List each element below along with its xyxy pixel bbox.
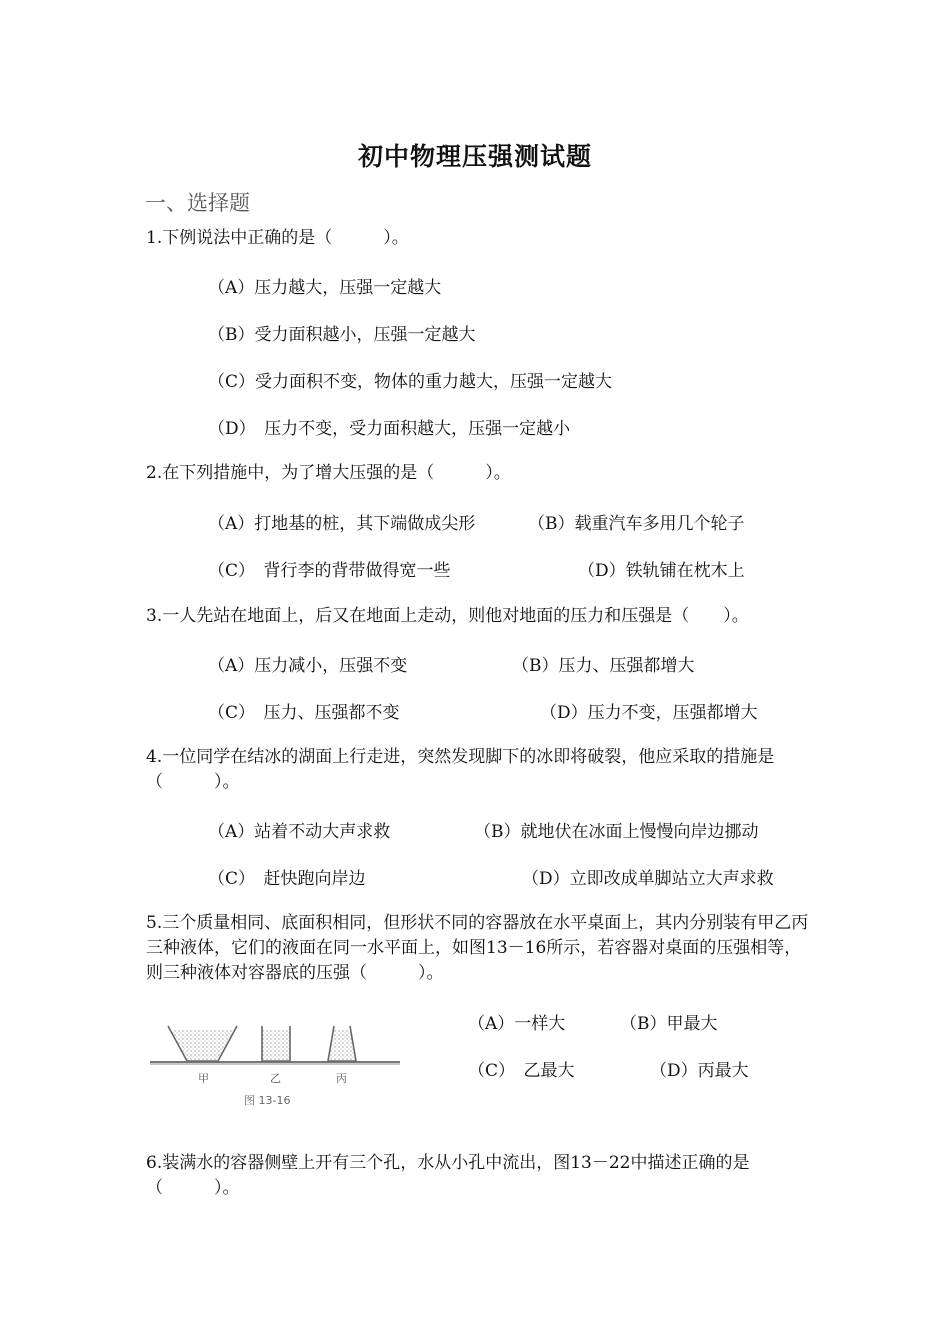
container-jia xyxy=(168,1026,237,1061)
figure-label-jia: 甲 xyxy=(198,1072,209,1085)
question-5-option-b: （B）甲最大 xyxy=(620,1014,718,1034)
question-4-stem: 4.一位同学在结冰的湖面上行走进，突然发现脚下的冰即将破裂，他应采取的措施是（ ）。 xyxy=(146,747,775,792)
question-1-stem: 1.下例说法中正确的是（ ）。 xyxy=(146,228,409,248)
question-5-option-a: （A）一样大 xyxy=(468,1014,566,1034)
question-3-option-c: （C） 压力、压强都不变 xyxy=(208,703,400,723)
question-4-option-c: （C） 赶快跑向岸边 xyxy=(208,869,366,889)
page-title: 初中物理压强测试题 xyxy=(357,142,592,171)
section-heading: 一、选择题 xyxy=(145,191,250,215)
question-4-option-a: （A）站着不动大声求救 xyxy=(208,822,391,842)
figure-13-16 xyxy=(150,1010,400,1110)
question-3-stem: 3.一人先站在地面上，后又在地面上走动，则他对地面的压力和压强是（ ）。 xyxy=(146,606,749,626)
question-2-option-a: （A）打地基的桩，其下端做成尖形 xyxy=(208,514,476,534)
container-yi xyxy=(262,1026,290,1061)
question-1-option-a: （A）压力越大，压强一定越大 xyxy=(208,278,442,298)
question-1-option-b: （B）受力面积越小，压强一定越大 xyxy=(208,325,476,345)
question-6-stem: 6.装满水的容器侧壁上开有三个孔，水从小孔中流出，图13－22中描述正确的是（ ）。 xyxy=(146,1153,750,1198)
figure-label-bing: 丙 xyxy=(336,1072,347,1085)
question-2-option-d: （D）铁轨铺在枕木上 xyxy=(578,561,745,581)
question-1-option-d: （D） 压力不变，受力面积越大，压强一定越小 xyxy=(208,419,571,439)
question-5-option-d: （D）丙最大 xyxy=(650,1061,749,1081)
question-5-stem: 5.三个质量相同、底面积相同，但形状不同的容器放在水平桌面上，其内分别装有甲乙丙三种液体，它们的液面在同一水平面上，如图13－16所示，若容器对桌面的压强相等，则三种液体对容器底的压强（ ）。 xyxy=(146,913,809,983)
figure-caption: 图 13-16 xyxy=(244,1094,291,1107)
container-bing xyxy=(328,1026,356,1061)
question-2-stem: 2.在下列措施中，为了增大压强的是（ ）。 xyxy=(146,463,511,483)
question-4-option-d: （D）立即改成单脚站立大声求救 xyxy=(522,869,774,889)
question-2-option-c: （C） 背行李的背带做得宽一些 xyxy=(208,561,451,581)
question-2-option-b: （B）载重汽车多用几个轮子 xyxy=(528,514,745,534)
figure-label-yi: 乙 xyxy=(270,1072,281,1085)
question-3-option-d: （D）压力不变，压强都增大 xyxy=(540,703,758,723)
question-1-option-c: （C）受力面积不变，物体的重力越大，压强一定越大 xyxy=(208,372,613,392)
question-3-option-b: （B）压力、压强都增大 xyxy=(512,656,695,676)
question-4-option-b: （B）就地伏在冰面上慢慢向岸边挪动 xyxy=(474,822,759,842)
question-3-option-a: （A）压力减小，压强不变 xyxy=(208,656,408,676)
question-5-option-c: （C） 乙最大 xyxy=(468,1061,575,1081)
